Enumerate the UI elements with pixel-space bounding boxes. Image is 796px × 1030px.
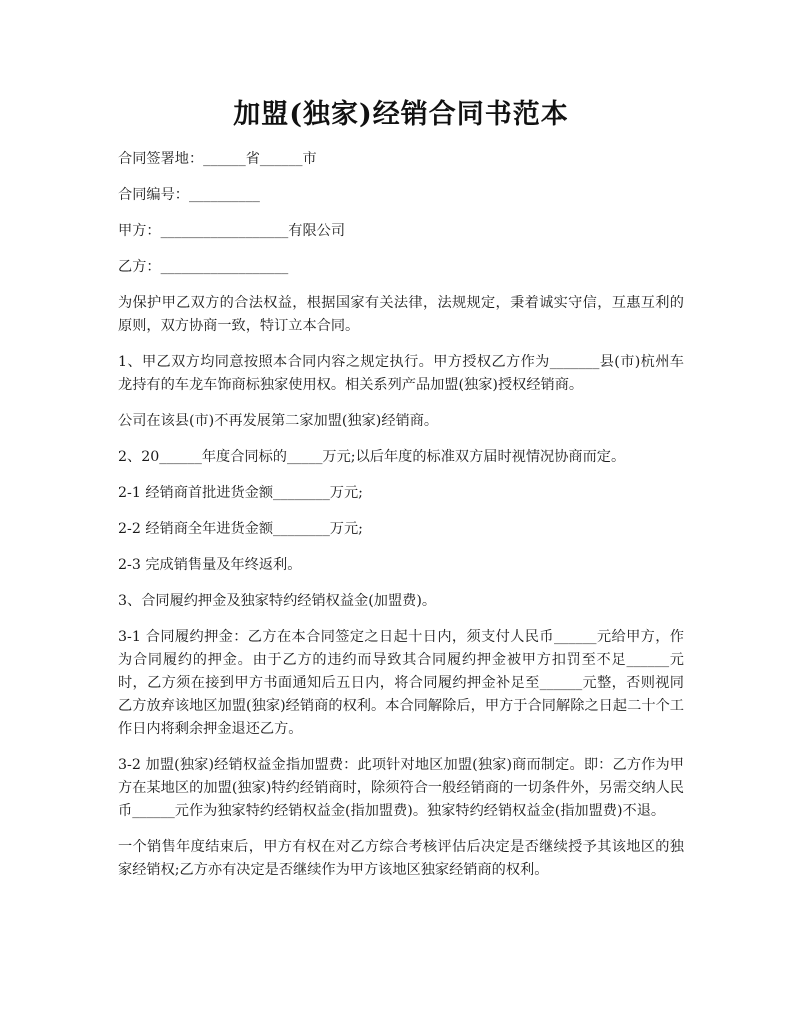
- party-a-line: 甲方：__________________有限公司: [118, 223, 346, 239]
- clause-2-paragraph: 2、20______年度合同标的_____万元;以后年度的标准双方届时视情况协商而定。: [118, 449, 626, 465]
- clause-3-1-paragraph: 3-1 合同履约押金：乙方在本合同签定之日起十日内，须支付人民币______元给甲方，作为合同履约的押金。由于乙方的违约而导致其合同履约押金被甲方扣罚至不足______元时，乙方须在接到甲方书面通知后五日内，将合同履约押金补足至______元整，否则视同乙方放弃该地区加盟(独家)经销商的权利。本合同解除后，甲方于合同解除之日起二十个工作日内将剩余押金退还乙方。: [118, 629, 684, 737]
- clause-2-3-paragraph: 2-3 完成销售量及年终返利。: [118, 557, 302, 573]
- preamble-paragraph: 为保护甲乙双方的合法权益，根据国家有关法律，法规规定，秉着诚实守信，互惠互利的原则，双方协商一致，特订立本合同。: [118, 295, 684, 334]
- document-body: [118, 148, 684, 895]
- clause-3-2-paragraph: 3-2 加盟(独家)经销权益金指加盟费：此项针对地区加盟(独家)商而制定。即：乙方作为甲方在某地区的加盟(独家)特约经销商时，除须符合一般经销商的一切条件外，另需交纳人民币______元作为独家特约经销权益金(指加盟费)。独家特约经销权益金(指加盟费)不退。: [118, 757, 684, 819]
- clause-2-2-paragraph: 2-2 经销商全年进货金额________万元;: [118, 521, 363, 537]
- clause-1-note-paragraph: 公司在该县(市)不再发展第二家加盟(独家)经销商。: [118, 413, 439, 429]
- clause-3-renewal-paragraph: 一个销售年度结束后，甲方有权在对乙方综合考核评估后决定是否继续授予其该地区的独家经销权;乙方亦有决定是否继续作为甲方该地区独家经销商的权利。: [118, 839, 684, 878]
- party-b-line: 乙方：__________________: [118, 259, 289, 275]
- document-title: 加盟(独家)经销合同书范本: [233, 99, 569, 130]
- clause-2-1-paragraph: 2-1 经销商首批进货金额________万元;: [118, 485, 363, 501]
- clause-3-paragraph: 3、合同履约押金及独家特约经销权益金(加盟费)。: [118, 593, 437, 609]
- clause-1-paragraph: 1、甲乙双方均同意按照本合同内容之规定执行。甲方授权乙方作为_______县(市)杭州车龙持有的车龙车饰商标独家使用权。相关系列产品加盟(独家)授权经销商。: [118, 354, 684, 393]
- signing-place-line: 合同签署地：______省______市: [118, 151, 317, 167]
- contract-number-line: 合同编号：__________: [118, 187, 260, 203]
